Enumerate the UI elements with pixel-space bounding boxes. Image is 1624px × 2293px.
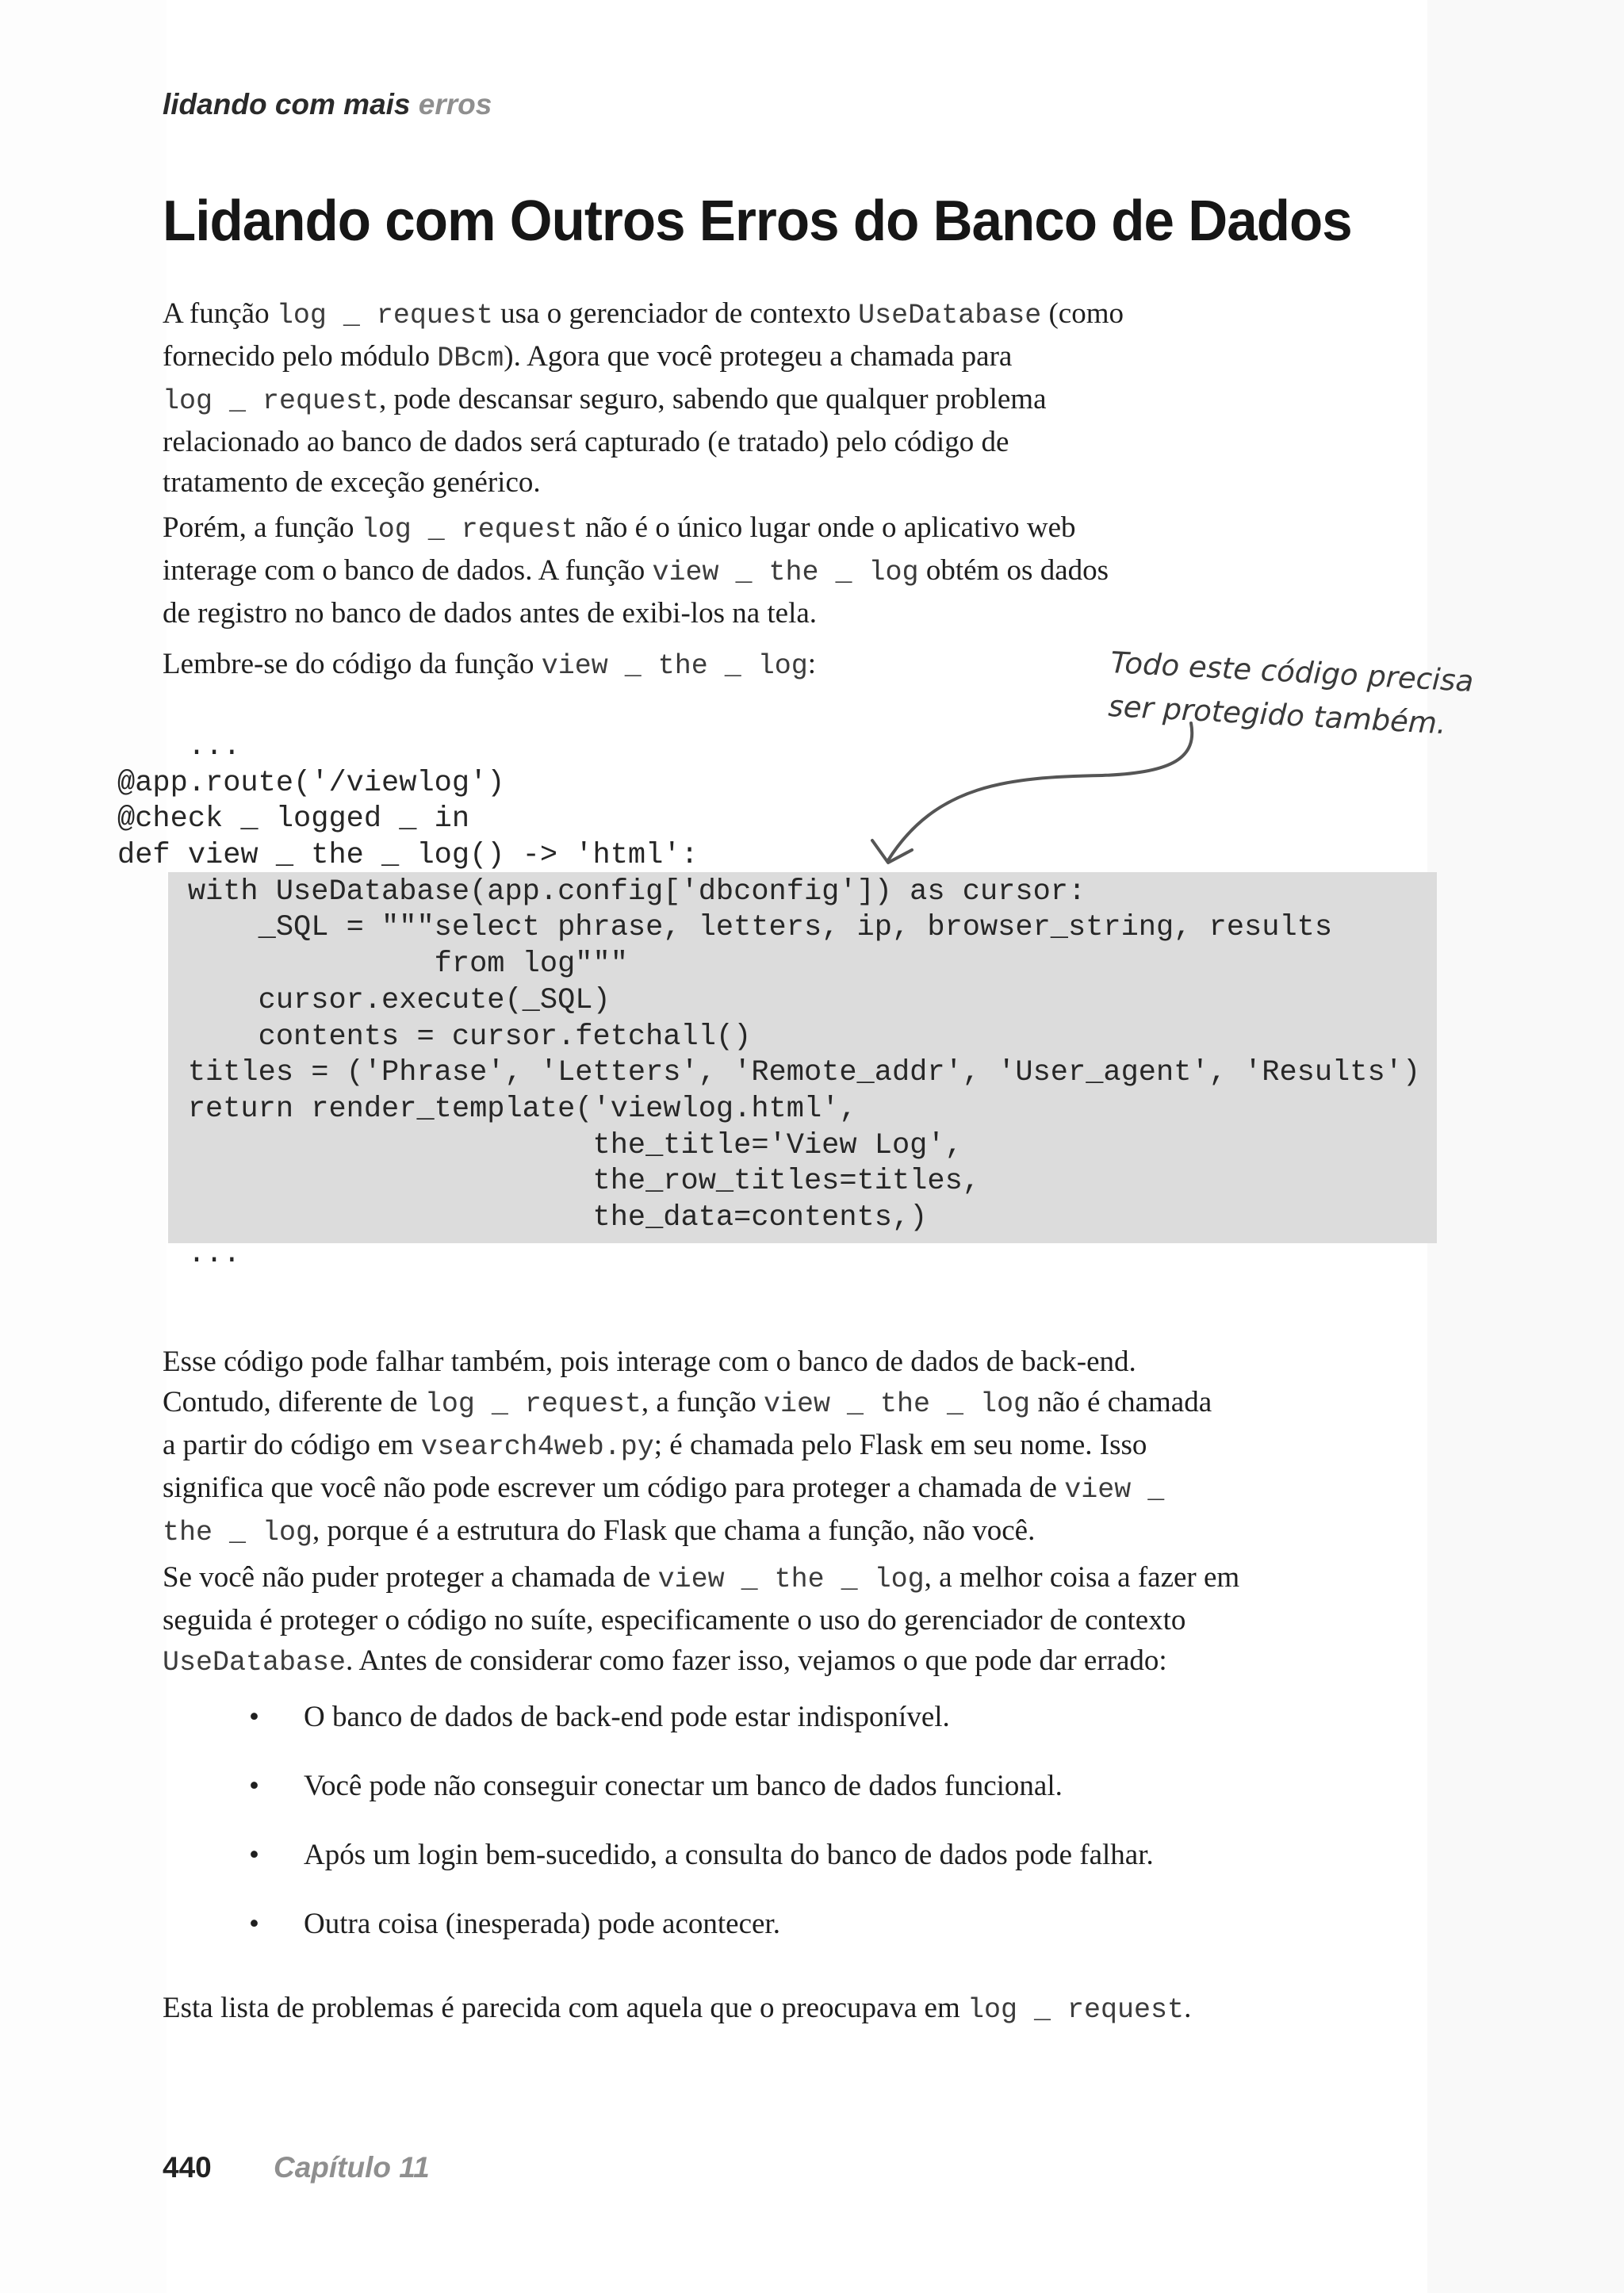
paragraph-2 <box>163 507 1328 634</box>
running-head-accent: erros <box>418 88 492 121</box>
code-line: cursor.execute(_SQL) <box>117 983 611 1017</box>
text-line: fornecido pelo módulo DBcm). Agora que você protegeu a chamada para <box>163 340 1013 374</box>
code-line: contents = cursor.fetchall() <box>117 1020 752 1054</box>
bullet-icon: • <box>249 1839 259 1871</box>
text-line: significa que você não pode escrever um código para proteger a chamada de view _ <box>163 1472 1165 1506</box>
code-block <box>117 729 1420 1273</box>
code-line: the_data=contents,) <box>117 1200 928 1235</box>
code-line: the_row_titles=titles, <box>117 1165 980 1199</box>
code-line: titles = ('Phrase', 'Letters', 'Remote_addr', 'User_agent', 'Results') <box>117 1056 1421 1090</box>
text-line: the _ log, porque é a estrutura do Flask que chama a função, não você. <box>163 1514 1036 1548</box>
text-line: a partir do código em vsearch4web.py; é chamada pelo Flask em seu nome. Isso <box>163 1429 1147 1463</box>
code-line: @check _ logged _ in <box>117 802 470 836</box>
text-line: tratamento de exceção genérico. <box>163 466 541 499</box>
text-line: interage com o banco de dados. A função view _ the _ log obtém os dados <box>163 554 1109 588</box>
running-head-main: lidando com mais <box>163 88 419 121</box>
running-head <box>163 88 492 121</box>
list-item: • O banco de dados de back-end pode estar indisponível. <box>0 1697 1154 1766</box>
text-line: Porém, a função log _ request não é o único lugar onde o aplicativo web <box>163 511 1076 545</box>
paragraph-1 <box>163 293 1328 503</box>
code-line: ... <box>117 730 241 764</box>
problem-list <box>0 1697 1154 1973</box>
text-line: seguida é proteger o código no suíte, especificamente o uso do gerenciador de contexto <box>163 1604 1186 1636</box>
page-title: Lidando com Outros Erros do Banco de Dados <box>163 189 1352 253</box>
bullet-icon: • <box>249 1701 259 1733</box>
code-line: ... <box>117 1237 241 1271</box>
text-line: Esse código pode falhar também, pois interage com o banco de dados de back-end. <box>163 1346 1136 1378</box>
text-line: log _ request, pode descansar seguro, sabendo que qualquer problema <box>163 383 1047 417</box>
paragraph-4 <box>163 1342 1328 1553</box>
text-line: A função log _ request usa o gerenciador de contexto UseDatabase (como <box>163 297 1124 331</box>
code-line: _SQL = """select phrase, letters, ip, browser_string, results <box>117 911 1333 945</box>
bullet-icon: • <box>249 1908 259 1940</box>
page-number: 440 <box>163 2151 212 2184</box>
chapter-label: Capítulo 11 <box>274 2151 430 2184</box>
text-line: Lembre-se do código da função view _ the _ log: <box>163 648 817 682</box>
page-margin-right <box>1427 0 1624 2293</box>
bullet-icon: • <box>249 1770 259 1802</box>
text-line: Esta lista de problemas é parecida com aquela que o preocupava em log _ request. <box>163 1992 1192 2026</box>
text-line: relacionado ao banco de dados será capturado (e tratado) pelo código de <box>163 426 1009 458</box>
text-line: UseDatabase. Antes de considerar como fazer isso, vejamos o que pode dar errado: <box>163 1644 1167 1679</box>
text-line: Se você não puder proteger a chamada de view _ the _ log, a melhor coisa a fazer em <box>163 1561 1240 1595</box>
paragraph-6 <box>163 1988 1328 2031</box>
paragraph-5 <box>163 1557 1328 1683</box>
list-item: • Após um login bem-sucedido, a consulta do banco de dados pode falhar. <box>0 1835 1154 1904</box>
code-line: def view _ the _ log() -> 'html': <box>117 839 699 873</box>
annotation-line-2: ser protegido também. <box>1107 688 1447 741</box>
code-line: @app.route('/viewlog') <box>117 766 505 800</box>
text-line: de registro no banco de dados antes de exibi-los na tela. <box>163 597 818 630</box>
list-item: • Outra coisa (inesperada) pode acontecer. <box>0 1904 1154 1973</box>
annotation-line-1: Todo este código precisa <box>1109 645 1475 699</box>
code-line: with UseDatabase(app.config['dbconfig']) as cursor: <box>117 875 1086 909</box>
list-item: • Você pode não conseguir conectar um banco de dados funcional. <box>0 1766 1154 1835</box>
code-line: the_title='View Log', <box>117 1128 963 1162</box>
text-line: Contudo, diferente de log _ request, a função view _ the _ log não é chamada <box>163 1386 1212 1420</box>
code-line: from log""" <box>117 947 628 982</box>
code-line: return render_template('viewlog.html', <box>117 1092 857 1126</box>
